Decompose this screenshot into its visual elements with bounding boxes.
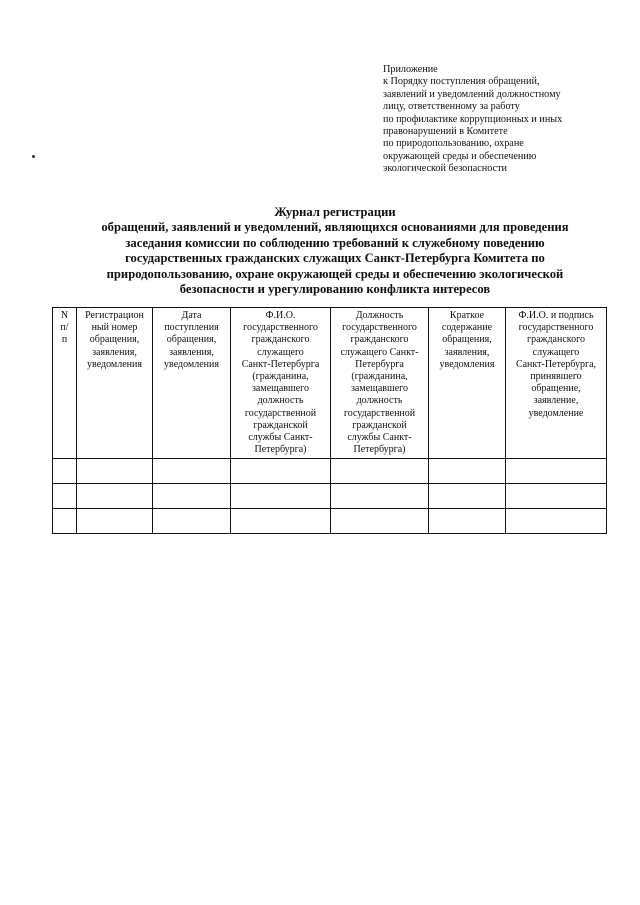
appendix-line: лицу, ответственному за работу — [383, 101, 520, 113]
header-line: гражданской — [352, 419, 407, 431]
table-cell — [77, 509, 153, 534]
header-line: государственной — [343, 407, 416, 419]
header-line: гражданского — [527, 334, 585, 346]
header-receipt-date — [153, 308, 231, 459]
table-cell — [331, 509, 429, 534]
header-line: Ф.И.О. и подпись — [518, 310, 594, 321]
table-cell — [77, 459, 153, 484]
table-cell — [506, 509, 607, 534]
header-line: замещавшего — [350, 383, 408, 395]
title-line: природопользованию, охране окружающей среды и обеспечению экологической — [106, 266, 564, 281]
table-row — [53, 459, 607, 484]
header-line: гражданского — [251, 334, 310, 346]
header-line: (гражданина, — [351, 371, 408, 383]
header-line: поступления — [164, 322, 219, 334]
header-line: государственной — [244, 407, 317, 419]
header-line: заявления, — [444, 346, 490, 358]
table-cell — [429, 484, 506, 509]
header-line: обращения, — [166, 334, 217, 346]
appendix-line: по природопользованию, охране — [383, 138, 524, 150]
appendix-line: к Порядку поступления обращений, — [383, 76, 540, 88]
appendix-line: Приложение — [383, 64, 438, 75]
table-cell — [153, 484, 231, 509]
table-cell — [53, 459, 77, 484]
header-line: (гражданина, — [252, 371, 309, 383]
scan-speck — [32, 155, 35, 158]
table-cell — [231, 509, 331, 534]
table-row — [53, 484, 607, 509]
header-line: обращение, — [531, 383, 581, 395]
header-line: Ф.И.О. — [265, 310, 296, 321]
header-line: государственного — [342, 322, 417, 334]
table-row — [53, 509, 607, 534]
header-line: заявление, — [533, 395, 579, 407]
header-line: уведомления — [164, 358, 219, 370]
header-line: Санкт-Петербурга, — [515, 358, 597, 370]
header-line: Краткое — [449, 310, 485, 321]
header-employee-position — [331, 308, 429, 459]
appendix-line: по профилактике коррупционных и иных — [383, 113, 563, 125]
header-line: принявшего — [530, 371, 582, 383]
table-cell — [53, 484, 77, 509]
header-line: Регистрацион — [85, 310, 144, 321]
header-line: должность — [257, 395, 304, 407]
header-line: обращения, — [89, 334, 140, 346]
journal-table — [52, 307, 607, 534]
header-line: Санкт-Петербурга — [241, 358, 320, 370]
header-line: Петербурга) — [353, 444, 406, 456]
header-line: N — [60, 310, 69, 321]
appendix-line: экологической безопасности — [383, 163, 507, 175]
title-line: государственных гражданских служащих Санкт-Петербурга Комитета по — [125, 251, 545, 266]
header-line: государственного — [518, 322, 594, 334]
title-line: заседания комиссии по соблюдению требований к служебному поведению — [125, 235, 545, 250]
header-line: п — [61, 334, 68, 346]
header-line: содержание — [441, 322, 493, 334]
header-line: служащего Санкт- — [340, 346, 419, 358]
header-line: уведомления — [87, 358, 142, 370]
header-summary — [429, 308, 506, 459]
header-line: Дата — [181, 310, 202, 321]
table-cell — [231, 459, 331, 484]
header-line: служащего — [257, 346, 304, 358]
table-cell — [77, 484, 153, 509]
header-line: заявления, — [169, 346, 214, 358]
header-line: уведомления — [439, 358, 495, 370]
title-line: обращений, заявлений и уведомлений, являющихся основаниями для проведения — [101, 220, 569, 235]
header-line: Петербурга) — [254, 444, 307, 456]
header-line: служащего — [532, 346, 580, 358]
appendix-note — [383, 64, 613, 176]
header-registration-number — [77, 308, 153, 459]
table-cell — [506, 484, 607, 509]
table-cell — [331, 459, 429, 484]
table-cell — [153, 509, 231, 534]
header-employee-name — [231, 308, 331, 459]
header-line: гражданского — [350, 334, 409, 346]
appendix-line: окружающей среды и обеспечению — [383, 150, 537, 162]
journal-heading: Журнал регистрации — [274, 205, 396, 219]
header-line: службы Санкт- — [347, 432, 412, 444]
table-cell — [231, 484, 331, 509]
appendix-line: заявлений и уведомлений должностному — [383, 88, 561, 100]
header-receiver-signature — [506, 308, 607, 459]
table-cell — [53, 509, 77, 534]
journal-title — [70, 205, 600, 297]
appendix-line: правонарушений в Комитете — [383, 126, 508, 138]
header-number — [53, 308, 77, 459]
header-line: должность — [356, 395, 403, 407]
header-line: уведомление — [528, 407, 584, 419]
header-line: обращения, — [442, 334, 492, 346]
header-line: ный номер — [91, 322, 138, 334]
header-line: службы Санкт- — [248, 432, 313, 444]
header-line: п/ — [60, 322, 69, 334]
table-header-row — [53, 308, 607, 459]
table-cell — [153, 459, 231, 484]
header-line: заявления, — [92, 346, 137, 358]
header-line: Петербурга — [355, 358, 404, 370]
table-cell — [429, 459, 506, 484]
title-line: безопасности и урегулированию конфликта интересов — [179, 282, 491, 297]
table-cell — [506, 459, 607, 484]
table-cell — [331, 484, 429, 509]
header-line: замещавшего — [251, 383, 309, 395]
header-line: государственного — [243, 322, 318, 334]
header-line: гражданской — [253, 419, 308, 431]
table-cell — [429, 509, 506, 534]
header-line: Должность — [355, 310, 404, 321]
